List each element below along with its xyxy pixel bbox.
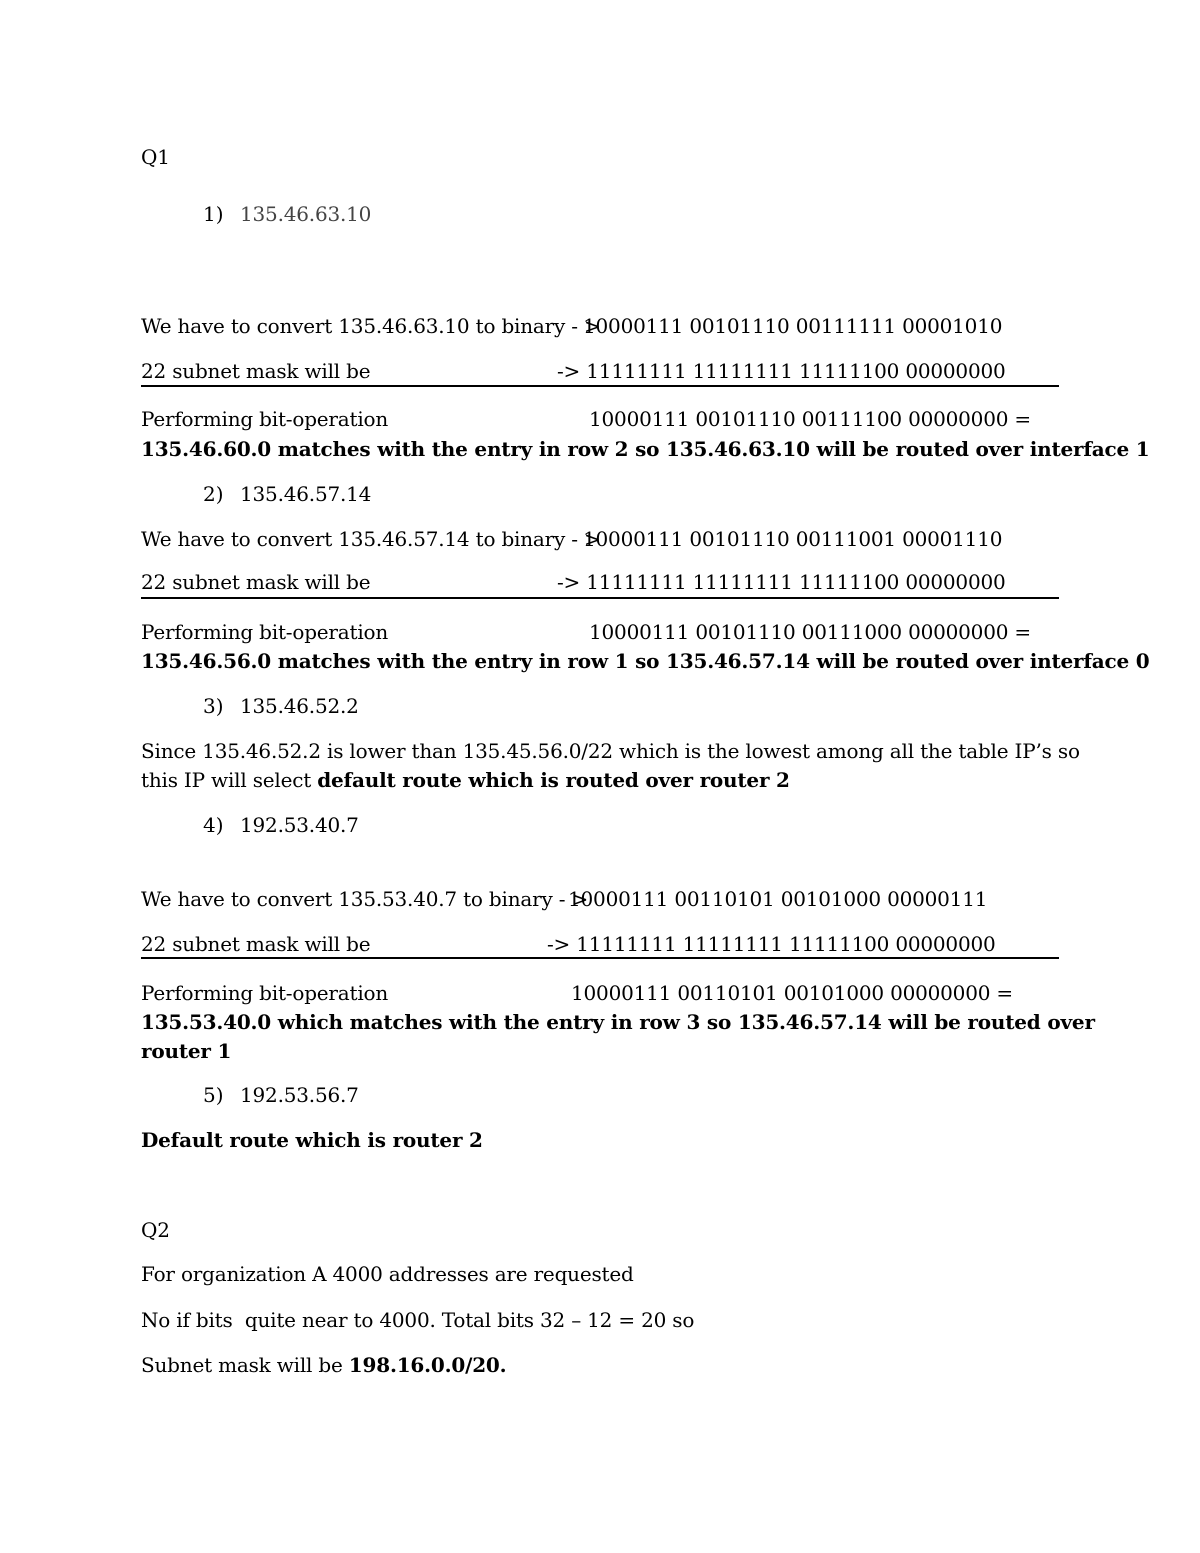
item-2-ip: 135.46.57.14 bbox=[240, 482, 372, 506]
item-2-convert-bits: 10000111 00101110 00111001 00001110 bbox=[583, 527, 1003, 551]
item-1-number: 1) bbox=[203, 202, 224, 226]
item-2-op-bits: 10000111 00101110 00111000 00000000 = bbox=[589, 620, 1031, 644]
item-4-op-label: Performing bit-operation bbox=[141, 981, 389, 1005]
item-4-divider bbox=[141, 957, 1059, 959]
q2-line2: No if bits quite near to 4000. Total bits 32 – 12 = 20 so bbox=[141, 1308, 695, 1332]
item-1-result: 135.46.60.0 matches with the entry in row 2 so 135.46.63.10 will be routed over interface 1 bbox=[141, 437, 1150, 461]
q1-heading: Q1 bbox=[141, 145, 170, 169]
item-4-mask-bits: -> 11111111 11111111 11111100 00000000 bbox=[547, 932, 996, 956]
item-1-mask-label: 22 subnet mask will be bbox=[141, 359, 371, 383]
item-1-op-label: Performing bit-operation bbox=[141, 407, 389, 431]
item-3-text-line2 bbox=[141, 766, 790, 794]
item-3-text-bold: default route which is routed over router 2 bbox=[317, 768, 790, 792]
q2-line1: For organization A 4000 addresses are requested bbox=[141, 1262, 634, 1286]
item-2-mask-label: 22 subnet mask will be bbox=[141, 570, 371, 594]
item-4-number: 4) bbox=[203, 813, 224, 837]
item-4-result-line2: router 1 bbox=[141, 1039, 232, 1063]
item-3-ip: 135.46.52.2 bbox=[240, 694, 359, 718]
item-2-mask-bits: -> 11111111 11111111 11111100 00000000 bbox=[557, 570, 1006, 594]
item-2-op-label: Performing bit-operation bbox=[141, 620, 389, 644]
item-4-result-line1: 135.53.40.0 which matches with the entry in row 3 so 135.46.57.14 will be routed over bbox=[141, 1010, 1095, 1034]
item-5-result: Default route which is router 2 bbox=[141, 1128, 483, 1152]
item-3-text-plain: this IP will select bbox=[141, 768, 318, 792]
item-1-ip: 135.46.63.10 bbox=[240, 202, 372, 226]
item-1-convert-label: We have to convert 135.46.63.10 to binary - > bbox=[141, 314, 601, 338]
q2-line3 bbox=[141, 1351, 506, 1379]
item-3-number: 3) bbox=[203, 694, 224, 718]
item-1-op-bits: 10000111 00101110 00111100 00000000 = bbox=[589, 407, 1031, 431]
item-4-convert-bits: 10000111 00110101 00101000 00000111 bbox=[568, 887, 988, 911]
item-1-divider bbox=[141, 385, 1059, 387]
item-5-ip: 192.53.56.7 bbox=[240, 1083, 359, 1107]
item-1-convert-bits: 10000111 00101110 00111111 00001010 bbox=[583, 314, 1003, 338]
item-3-text-line1: Since 135.46.52.2 is lower than 135.45.56.0/22 which is the lowest among all the table IP’s so bbox=[141, 739, 1080, 763]
item-2-result: 135.46.56.0 matches with the entry in row 1 so 135.46.57.14 will be routed over interface 0 bbox=[141, 649, 1150, 673]
q2-line3-bold: 198.16.0.0/20. bbox=[348, 1353, 507, 1377]
item-5-number: 5) bbox=[203, 1083, 224, 1107]
item-2-convert-label: We have to convert 135.46.57.14 to binary - > bbox=[141, 527, 601, 551]
item-1-mask-bits: -> 11111111 11111111 11111100 00000000 bbox=[557, 359, 1006, 383]
item-4-mask-label: 22 subnet mask will be bbox=[141, 932, 371, 956]
item-4-ip: 192.53.40.7 bbox=[240, 813, 359, 837]
item-4-op-bits: 10000111 00110101 00101000 00000000 = bbox=[571, 981, 1013, 1005]
item-4-convert-label: We have to convert 135.53.40.7 to binary - > bbox=[141, 887, 589, 911]
item-2-number: 2) bbox=[203, 482, 224, 506]
q2-heading: Q2 bbox=[141, 1218, 170, 1242]
item-2-divider bbox=[141, 597, 1059, 599]
q2-line3-plain: Subnet mask will be bbox=[141, 1353, 349, 1377]
